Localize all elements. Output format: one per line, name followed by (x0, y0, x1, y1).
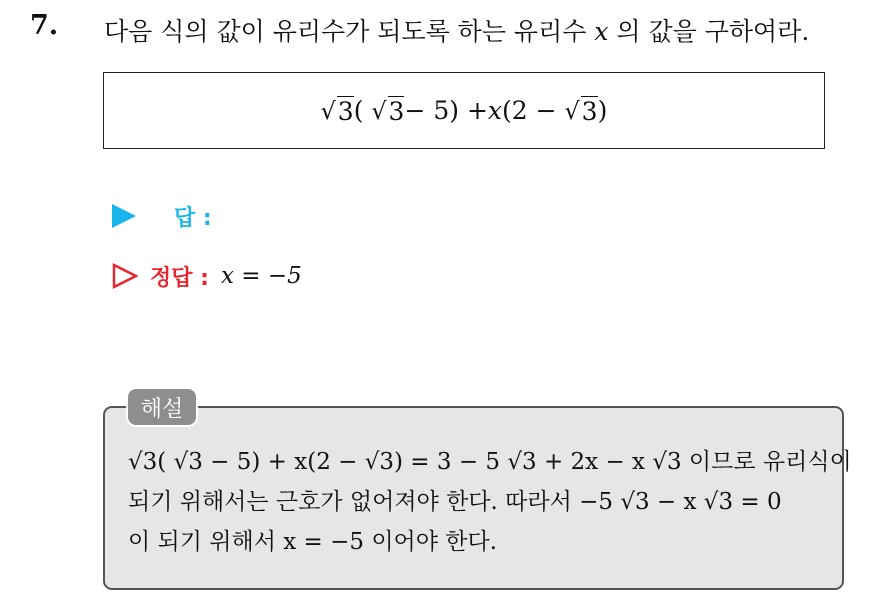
question-text (104, 12, 809, 48)
radicand: 3 (581, 96, 598, 126)
sqrt-sign: √ (320, 96, 336, 125)
explanation-line-2: 되기 위해서는 근호가 없어져야 한다. 따라서 −5 √3 − x √3 = 0 (128, 489, 782, 515)
expression-part: ) (597, 96, 608, 125)
explanation-line-1: √3( √3 − 5) + x(2 − √3) = 3 − 5 √3 + 2x − x √3 이므로 유리식이 (128, 449, 852, 475)
expression-part: ( (353, 96, 364, 125)
question-number: 7. (30, 10, 59, 41)
radicand: 3 (337, 96, 354, 126)
question-variable: x (594, 17, 609, 46)
explanation-tag: 해설 (126, 387, 198, 427)
radicand: 3 (388, 96, 405, 126)
explanation-line-3: 이 되기 위해서 x = −5 이어야 한다. (128, 529, 498, 555)
expression-part: (2 − (502, 96, 557, 125)
outline-triangle-icon (112, 263, 138, 289)
question-text-after: 의 값을 구하여라. (616, 17, 810, 46)
expression-part: − 5) + (404, 96, 488, 125)
play-triangle-icon (112, 204, 136, 228)
expression-variable: x (487, 96, 503, 125)
question-text-before: 다음 식의 값이 유리수가 되도록 하는 유리수 (104, 17, 587, 46)
expression-box (103, 72, 825, 149)
sqrt-sign: √ (371, 96, 387, 125)
solution-label: 정답 : (150, 265, 209, 291)
sqrt-sign: √ (564, 96, 580, 125)
solution-row (112, 257, 302, 295)
answer-row (112, 198, 212, 234)
answer-label: 답 : (174, 205, 212, 231)
solution-value: x = −5 (220, 263, 302, 289)
